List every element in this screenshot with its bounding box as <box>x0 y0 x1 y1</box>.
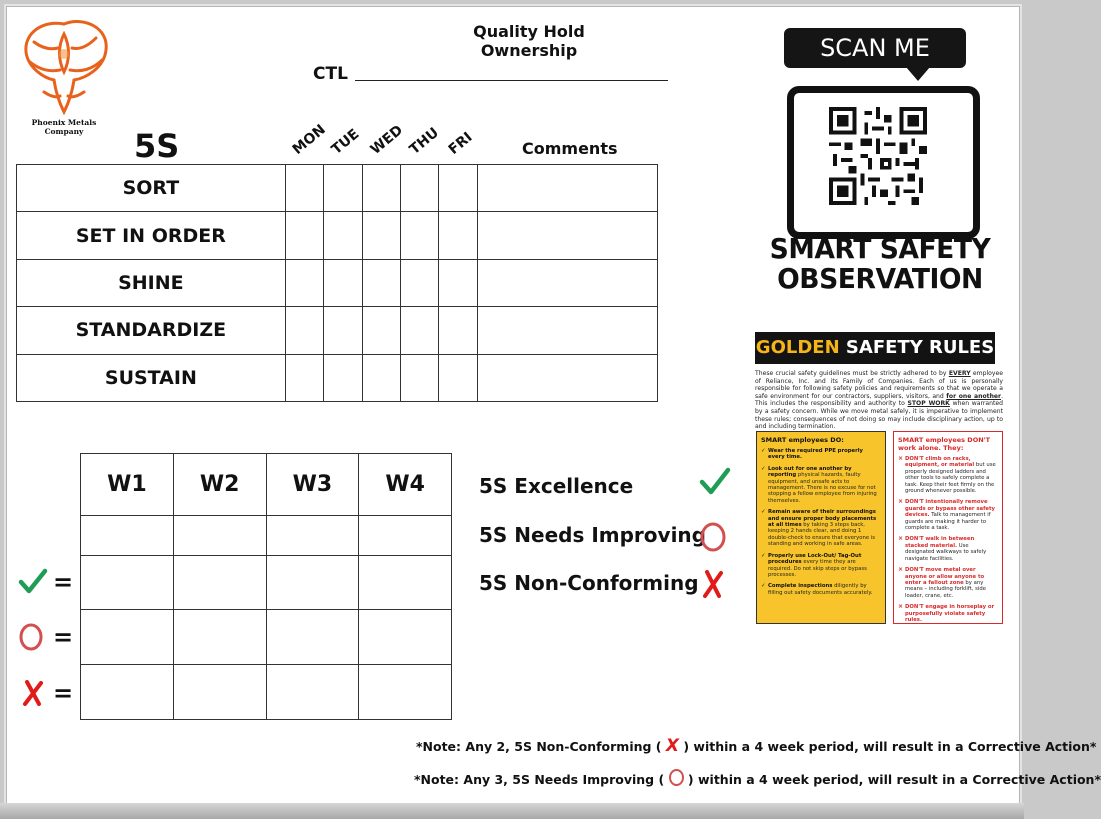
circle-mark-icon <box>669 769 684 786</box>
row-label-sustain: SUSTAIN <box>17 354 286 401</box>
circle-mark-icon <box>699 521 727 553</box>
x-mark-icon <box>20 678 46 708</box>
note-non-conforming: *Note: Any 2, 5S Non-Conforming ( X ) within a 4 week period, will result in a Corrective Action* <box>416 736 1097 756</box>
check-cell[interactable] <box>285 212 323 259</box>
week-cell[interactable] <box>173 610 266 665</box>
check-cell[interactable] <box>401 165 439 212</box>
comment-cell[interactable] <box>478 259 658 306</box>
dont-rules-box <box>893 431 1003 624</box>
scan-me-label: SCAN ME <box>784 28 966 68</box>
banner-rest: SAFETY RULES <box>839 337 995 358</box>
check-cell[interactable] <box>285 259 323 306</box>
check-mark-icon <box>18 568 48 596</box>
table-row <box>17 212 658 259</box>
do-rule: ✓ Wear the required PPE properly every time. <box>761 448 881 461</box>
check-cell[interactable] <box>439 259 478 306</box>
comment-cell[interactable] <box>478 354 658 401</box>
week-cell[interactable] <box>173 516 266 556</box>
check-cell[interactable] <box>285 354 323 401</box>
table-row <box>81 610 452 665</box>
dont-rule: × DON'T walk in between stacked material. Use designated walkways to safely navigate facilities. <box>898 536 998 562</box>
do-rule: ✓ Complete inspections diligently by filling out safety documents accurately. <box>761 583 881 596</box>
table-row <box>81 454 452 516</box>
check-cell[interactable] <box>323 307 362 354</box>
check-cell[interactable] <box>285 165 323 212</box>
check-cell[interactable] <box>362 259 401 306</box>
check-cell[interactable] <box>362 212 401 259</box>
table-row <box>81 556 452 610</box>
banner-golden: GOLDEN <box>755 337 840 358</box>
row-label-shine: SHINE <box>17 259 286 306</box>
do-heading: SMART employees DO: <box>761 436 844 444</box>
legend-excellence: 5S Excellence <box>479 474 634 498</box>
five-s-table <box>16 164 658 402</box>
row-label-standardize: STANDARDIZE <box>17 307 286 354</box>
dont-rule: × DON'T engage in horseplay or purposefully violate safety rules. <box>898 604 998 623</box>
qr-code-icon[interactable] <box>829 106 927 206</box>
check-cell[interactable] <box>401 354 439 401</box>
do-rule: ✓ Remain aware of their surroundings and ensure proper body placements at all times by taking 3 steps back, keeping 2 hands clear, and doing 1 double-check to ensure that everyone is standing and working in safe areas. <box>761 509 881 547</box>
week-cell[interactable] <box>359 610 452 665</box>
week-cell[interactable] <box>266 665 359 720</box>
week-header-w1: W1 <box>81 454 174 516</box>
smart-title-line2: OBSERVATION <box>777 262 983 295</box>
check-cell[interactable] <box>439 307 478 354</box>
check-cell[interactable] <box>401 307 439 354</box>
week-cell[interactable] <box>266 516 359 556</box>
check-cell[interactable] <box>323 259 362 306</box>
dont-heading: SMART employees DON'T work alone. They: <box>898 436 991 452</box>
check-cell[interactable] <box>439 212 478 259</box>
comment-cell[interactable] <box>478 212 658 259</box>
legend-non-conforming: 5S Non-Conforming <box>479 571 699 595</box>
do-rule: ✓ Properly use Lock-Out/ Tag-Out procedures every time they are required. Do not skip steps or bypass processes. <box>761 553 881 579</box>
comments-label: Comments <box>522 139 618 158</box>
check-cell[interactable] <box>323 354 362 401</box>
smart-title-line1: SMART SAFETY <box>769 232 991 265</box>
week-cell[interactable] <box>173 665 266 720</box>
week-cell[interactable] <box>266 556 359 610</box>
day-thu: THU <box>406 124 443 158</box>
check-cell[interactable] <box>401 212 439 259</box>
do-rule: ✓ Look out for one another by reporting physical hazards, faulty equipment, and unsafe acts to management. There is no excuse for not stopping a fellow employee from injuring themselves. <box>761 466 881 504</box>
board-tray <box>0 803 1024 819</box>
row-label-sort: SORT <box>17 165 286 212</box>
equals-sign: = <box>53 623 74 651</box>
equals-sign: = <box>53 568 74 596</box>
check-cell[interactable] <box>362 165 401 212</box>
note-needs-improving: *Note: Any 3, 5S Needs Improving ( ) within a 4 week period, will result in a Corrective Action* <box>414 769 1101 787</box>
check-cell[interactable] <box>323 212 362 259</box>
table-row <box>17 259 658 306</box>
week-cell[interactable] <box>359 556 452 610</box>
week-cell[interactable] <box>81 556 174 610</box>
x-mark-icon <box>700 568 726 600</box>
check-cell[interactable] <box>285 307 323 354</box>
check-mark-icon <box>699 467 731 497</box>
table-row <box>81 516 452 556</box>
week-cell[interactable] <box>359 665 452 720</box>
table-row <box>17 307 658 354</box>
comment-cell[interactable] <box>478 307 658 354</box>
phoenix-logo-icon <box>14 12 114 116</box>
five-s-heading: 5S <box>134 127 180 165</box>
dont-rule: × DON'T climb on racks, equipment, or material but use properly designed ladders and other tools to safely complete a task. Keep their feet firmly on the ground whenever possible. <box>898 456 998 494</box>
comment-cell[interactable] <box>478 165 658 212</box>
row-label-set-in-order: SET IN ORDER <box>17 212 286 259</box>
day-tue: TUE <box>328 126 363 158</box>
check-cell[interactable] <box>439 165 478 212</box>
week-cell[interactable] <box>173 556 266 610</box>
table-row <box>17 354 658 401</box>
day-wed: WED <box>367 122 407 158</box>
week-cell[interactable] <box>266 610 359 665</box>
circle-mark-icon <box>18 622 44 652</box>
week-header-w3: W3 <box>266 454 359 516</box>
week-header-w4: W4 <box>359 454 452 516</box>
table-row <box>17 165 658 212</box>
do-rules-box <box>756 431 886 624</box>
ctl-input-line[interactable] <box>355 80 668 81</box>
week-header-w2: W2 <box>173 454 266 516</box>
week-cell[interactable] <box>359 516 452 556</box>
check-cell[interactable] <box>362 307 401 354</box>
x-mark-icon: X <box>665 736 679 756</box>
golden-safety-banner <box>755 332 995 364</box>
dont-rule: × DON'T intentionally remove guards or bypass other safety devices. Talk to management if guards are making it harder to complete a task. <box>898 499 998 531</box>
week-cell[interactable] <box>81 610 174 665</box>
speech-tail <box>906 67 930 81</box>
page-title: Quality Hold Ownership <box>473 22 585 60</box>
check-cell[interactable] <box>323 165 362 212</box>
equals-sign: = <box>53 679 74 707</box>
table-row <box>81 665 452 720</box>
weekly-table <box>80 453 452 720</box>
check-cell[interactable] <box>401 259 439 306</box>
dont-rule: × DON'T move metal over anyone or allow anyone to enter a fallout zone by any means – including forklift, side loader, crane, etc. <box>898 567 998 599</box>
legend-needs-improving: 5S Needs Improving <box>479 523 706 547</box>
week-cell[interactable] <box>81 665 174 720</box>
day-mon: MON <box>289 121 329 158</box>
check-cell[interactable] <box>439 354 478 401</box>
smart-safety-title <box>768 234 992 294</box>
company-name: Phoenix Metals Company <box>31 118 97 136</box>
golden-rules-intro: These crucial safety guidelines must be strictly adhered to by EVERY employee of Reliance, Inc. and its Family of Companies. Each of us is personally responsible for following safety policies and requirements so that we operate a safe environment for our contractors, suppliers, visitors, and for one another. This includes the responsibility and authority to STOP WORK when warranted by a safety concern. While we move metal safely, it is imperative to implement these rules; consequences of not doing so may include disciplinary action, up to and including termination. <box>755 370 1003 431</box>
check-cell[interactable] <box>362 354 401 401</box>
ctl-label: CTL <box>313 64 348 84</box>
week-cell[interactable] <box>81 516 174 556</box>
day-fri: FRI <box>445 129 476 158</box>
